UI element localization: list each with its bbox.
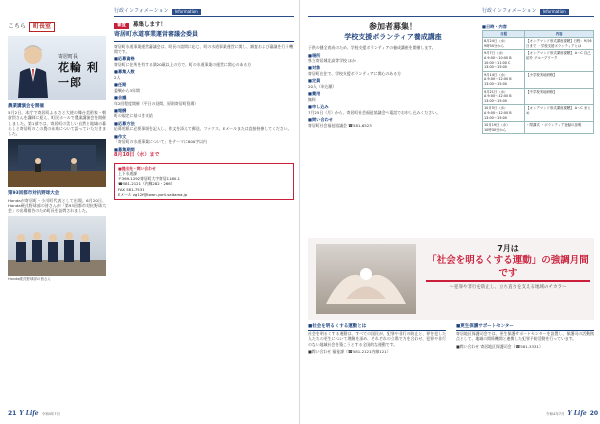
contact-tel: ☎581-2121（内線282・266）	[118, 181, 175, 187]
hands-photo-icon	[316, 244, 416, 314]
mayor-name: 花輪 利一郎	[58, 60, 99, 89]
table-row	[483, 71, 594, 88]
notice-item-heading: ■募集人数	[114, 68, 135, 74]
right-header	[482, 8, 569, 15]
volunteer-item-heading: ■対象	[308, 65, 321, 71]
schedule-heading: ■日時・内容	[482, 24, 507, 29]
left-footer	[8, 410, 60, 418]
volunteer-intro: 子供の健全育成のため、学校支援ボランティアの養成講座を開催します。	[308, 45, 436, 51]
volunteer-item-text: 寄居町社会福祉協議会 ☎581-6523	[308, 122, 372, 128]
support-center-title: ■更生保護サポートセンター	[456, 324, 594, 331]
left-page-number: 21	[8, 410, 17, 417]
schedule-date-cell	[483, 122, 525, 134]
left-header	[114, 8, 201, 15]
right-footer	[546, 410, 598, 418]
schedule-section	[482, 22, 594, 134]
mayor-title-prefix: 寄居町長	[58, 54, 79, 61]
mayor-portrait	[8, 36, 106, 100]
schedule-col-date: 日程	[483, 30, 525, 38]
campaign-about-contact: ■問い合わせ 福祉課（☎581-2121内線121）	[308, 348, 391, 354]
table-row	[483, 105, 594, 122]
schedule-content: 【オンデマンド形式講座視聴】 A〜C まとめ	[525, 105, 594, 122]
schedule-date: 9月7日（水）	[484, 51, 506, 56]
contact-email[interactable]: Eメール zg12f@town.yorii.saitama.jp	[118, 191, 188, 197]
schedule-content: 【小学校実地研修】	[525, 71, 594, 88]
campaign-subtitle: 〜犯罪や非行を防止し、立ち直りを支える地域のチカラ〜	[449, 285, 567, 291]
notice-item-text: 応募用紙に必要事項を記入し、作文を添えて郵送、ファクス、Eメールまたは直接持参してください。	[114, 126, 292, 132]
notice-item-text: 寄居町に住所を有する満20歳以上の方で、町の水道事業の運営に関心のある方	[114, 61, 252, 67]
schedule-time: A 9:00〜12:00 B 13:00〜15:00	[484, 110, 512, 120]
mayor-photo-icon	[16, 42, 50, 98]
right-page	[300, 0, 600, 424]
notice-item-heading: ■報酬	[114, 107, 127, 113]
table-row	[483, 88, 594, 105]
schedule-date-cell	[483, 38, 525, 50]
volunteer-item-text: 県立寄居城北高等学校 ほか	[308, 58, 356, 64]
campaign-title: 「社会を明るくする運動」の強調月間です	[426, 255, 590, 283]
schedule-content: ・閉講式 ・ボランティア登録の説明	[525, 122, 594, 134]
campaign-banner	[308, 238, 594, 320]
right-header-rule	[308, 16, 594, 17]
schedule-date: 10月5日（水）	[484, 106, 508, 111]
notice-label: 審査	[114, 23, 129, 29]
right-header-tag: Information	[540, 9, 569, 15]
support-center-text: 寄居地区保護司会では、更生保護サポートセンターを設置し、保護司の活動拠点として、地域の関係機関と連携した犯罪予防活動を行っています。	[456, 331, 594, 342]
notice-title: 募集します！	[133, 22, 167, 28]
schedule-date: 9月14日（水）	[484, 72, 508, 77]
notice-item-text: 「寄居町の水道事業について」をテーマに800字以内	[114, 139, 207, 145]
schedule-date-cell	[483, 50, 525, 71]
mayor-heading-a: こちら	[8, 23, 27, 30]
support-center	[456, 324, 594, 349]
schedule-date-cell	[483, 71, 525, 88]
mayor-section2-title: 第93回都市対抗野球大会	[8, 191, 60, 197]
left-header-title: 行政インフォメーション	[114, 8, 169, 15]
schedule-col-content: 内容	[525, 30, 594, 38]
table-row	[483, 50, 594, 71]
contact-dept: 上下水道課	[118, 171, 137, 177]
contact-address: 〒369-1292寄居町大字寄居1180-1	[118, 176, 181, 182]
schedule-date: 10月19日（水）	[484, 123, 510, 128]
volunteer-section	[308, 22, 478, 128]
baseball-photo	[8, 216, 106, 276]
mayor-section2-text: Hondaが寄居町・小川町代表として出場。6月20日、Honda硬式野球部の皆さんが「第93回都市対抗野球大会」の出場報告のため町長を訪問されました。	[8, 197, 106, 214]
mayor-heading	[8, 22, 106, 32]
schedule-time: 10時30分から	[484, 127, 507, 132]
table-row	[483, 38, 594, 50]
volunteer-item-text: 無料	[308, 96, 316, 102]
schedule-time: A 9:00〜10:00 B 10:00〜11:00 C 13:00〜15:00	[484, 56, 512, 70]
volunteer-item-heading: ■費用	[308, 91, 321, 97]
volunteer-item-heading: ■申し込み	[308, 104, 329, 110]
left-header-rule	[114, 16, 294, 17]
notice-column	[114, 22, 294, 200]
contact-fax: FAX 581-7531	[118, 186, 145, 192]
volunteer-item-heading: ■問い合わせ	[308, 117, 333, 123]
schedule-table	[482, 30, 594, 135]
left-footer-brand: Y Life	[19, 410, 39, 417]
notice-item-heading: ■応募方法	[114, 120, 135, 126]
volunteer-item-text: 寄居町在住で、学校支援ボランティアに関心のある方	[308, 71, 401, 77]
lecture-photo	[8, 139, 106, 187]
notice-item-heading: ■任期	[114, 81, 127, 87]
mayor-signature	[58, 54, 106, 90]
campaign-photo	[316, 244, 416, 314]
campaign-month: 7月は	[497, 244, 519, 253]
support-center-contact: ■問い合わせ 寄居地区保護司会（☎581-3331）	[456, 343, 543, 349]
left-header-tag: Information	[172, 9, 201, 15]
volunteer-item-heading: ■場所	[308, 52, 321, 58]
contact-heading: ■提出先・問い合わせ	[118, 166, 156, 172]
group-photo-icon	[8, 216, 106, 276]
deadline-label: ■募集期間	[114, 146, 135, 152]
notice-item-heading: ■応募資格	[114, 56, 135, 62]
notice-item-text: 委嘱から3年間	[114, 87, 140, 93]
notice-item-text: 年2回程度開催（平日の昼間、原則寄居町役場）	[114, 100, 199, 106]
notice-item-heading: ■作文	[114, 133, 127, 139]
right-footer-date: 令和4年7月	[546, 411, 565, 416]
campaign-about-title: ■社会を明るくする運動とは	[308, 324, 446, 331]
campaign-about-text: 社会を明るくする運動は、すべての国民が、犯罪や非行の防止と、罪を犯した人たちの更生について理解を深め、それぞれの立場で力を合わせ、犯罪や非行のない地域社会を築こうとする全国的な運動です。	[308, 331, 446, 347]
schedule-content: 【中学校実地研修】	[525, 88, 594, 105]
deadline-date: 8月10日（水）まで	[114, 152, 160, 159]
right-page-number: 20	[589, 410, 599, 417]
baseball-photo-caption: Honda硬式野球部の皆さん	[8, 277, 51, 282]
volunteer-title: 参加者募集！	[369, 22, 417, 31]
volunteer-item-heading: ■定員	[308, 78, 321, 84]
notice-intro: 寄居町水道事業運営審議会は、町長の諮問に応じ、町の水道事業運営に関し、調査および審議を行う機関です。	[114, 43, 293, 54]
table-row	[483, 122, 594, 134]
campaign-text	[426, 244, 590, 291]
schedule-time: A 9:00〜12:00 B 13:00〜15:00	[484, 77, 512, 87]
mayor-heading-b: 町長室	[29, 22, 55, 32]
notice-item-text: 2人	[114, 74, 121, 80]
schedule-content: 【オンデマンド形式講座視聴】 A〜C 自己紹介 グループワーク	[525, 50, 594, 71]
notice-heading	[114, 22, 294, 29]
right-footer-brand: Y Life	[567, 410, 587, 417]
volunteer-item-text: 20人（申込順）	[308, 84, 337, 90]
volunteer-subtitle: 学校支援ボランティア養成講座	[344, 32, 442, 41]
schedule-date: 8月24日（水）	[484, 39, 508, 44]
schedule-time: A 9:00〜12:00 B 13:00〜15:00	[484, 94, 512, 103]
right-header-title: 行政インフォメーション	[482, 8, 537, 15]
mayor-column	[8, 22, 106, 282]
schedule-date-cell	[483, 88, 525, 105]
contact-box	[114, 163, 294, 200]
notice-item-text: 町の規定に基づき支給	[114, 113, 153, 119]
schedule-time: 9時30分から	[484, 43, 505, 48]
notice-item-heading: ■会議	[114, 94, 127, 100]
schedule-date: 9月21日（水）	[484, 89, 508, 94]
left-footer-date: 令和4年7月	[41, 411, 61, 416]
stage-photo-icon	[8, 139, 106, 187]
campaign-about	[308, 324, 446, 354]
notice-subtitle: 寄居町水道事業運営審議会委員	[114, 31, 294, 41]
schedule-content: 【オンデマンド形式講座視聴】日程：9月6日まで ・学校支援ボランティアとは	[525, 38, 594, 50]
volunteer-item-text: 7月25日（月）から、寄居町社会福祉協議会へ電話でお申し込みください。	[308, 109, 440, 115]
mayor-section1-title: 農業講演会を開催	[8, 104, 44, 110]
schedule-date-cell	[483, 105, 525, 122]
notice-item-list	[114, 56, 294, 145]
mayor-section1-text: 5月2日、本庁で寄居町ふるさと大使の舞台美術家・朝倉摂さんを講師に迎え、町民ホールで農業講演会を開催しました。第1部では、寄居町の美しい自然と地域の暮らしと寄居町のこの農の未来について語っていただきました。	[8, 110, 106, 137]
